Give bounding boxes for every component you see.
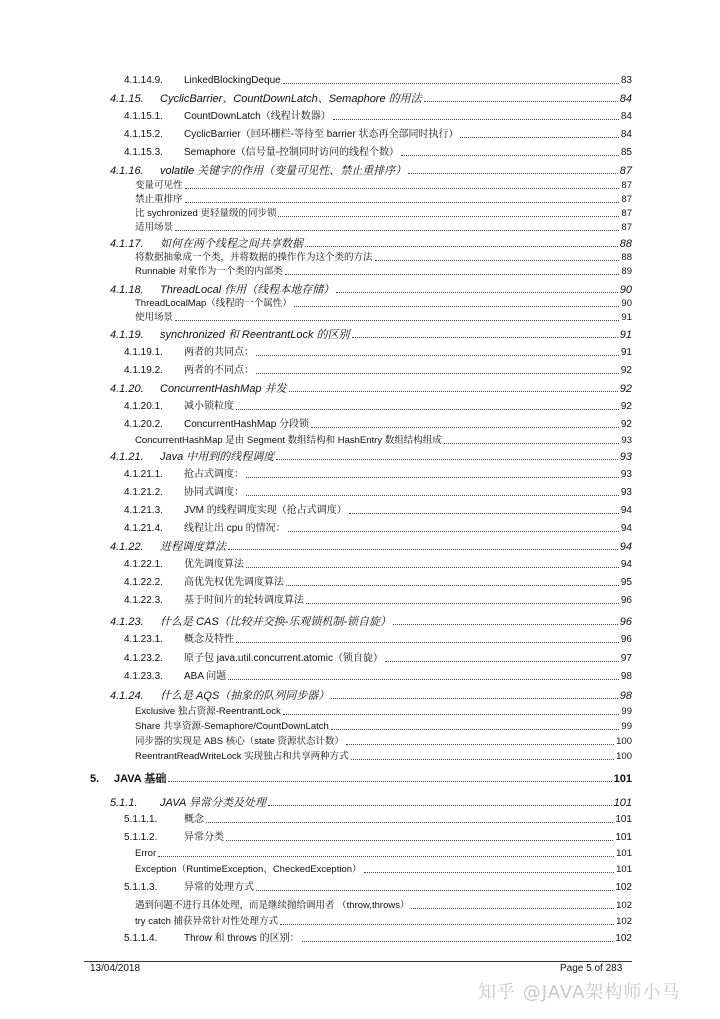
toc-entry-number: 4.1.18.: [110, 284, 144, 296]
dot-leader: [283, 714, 620, 715]
toc-entry[interactable]: [124, 365, 632, 377]
toc-entry[interactable]: [135, 900, 632, 912]
toc-entry[interactable]: [124, 505, 632, 517]
toc-entry-title: Exception（RuntimeException、CheckedException）: [135, 864, 362, 875]
toc-entry-page: 93: [621, 435, 632, 446]
dot-leader: [346, 744, 614, 745]
dot-leader: [175, 320, 619, 321]
dot-leader: [246, 477, 619, 478]
toc-entry[interactable]: [124, 671, 632, 683]
dot-leader: [175, 230, 619, 231]
dot-leader: [256, 373, 619, 374]
footer-divider: [84, 961, 632, 962]
toc-entry-title: 原子包 java.util.concurrent.atomic（锁自旋）: [184, 653, 383, 664]
toc-entry[interactable]: [124, 75, 632, 87]
toc-entry[interactable]: [124, 933, 632, 945]
dot-leader: [228, 679, 619, 680]
toc-entry-title: try catch 捕获异常针对性处理方式: [135, 916, 279, 927]
toc-entry-page: 101: [615, 832, 632, 843]
toc-entry-number: 5.: [90, 773, 100, 785]
toc-entry[interactable]: [124, 347, 632, 359]
toc-entry-title: 什么是 CAS（比较并交换-乐观锁机制-锁自旋）: [160, 616, 391, 628]
toc-entry-title: volatile 关键字的作用（变量可见性、禁止重排序）: [160, 165, 407, 177]
toc-entry-number: 4.1.16.: [110, 165, 144, 177]
dot-leader: [246, 495, 619, 496]
toc-entry-page: 102: [616, 916, 632, 927]
toc-entry[interactable]: [135, 298, 632, 310]
dot-leader: [228, 549, 618, 550]
toc-entry[interactable]: [135, 864, 632, 876]
toc-entry-page: 94: [620, 523, 632, 534]
toc-entry-title: Throw 和 throws 的区别：: [184, 933, 300, 944]
toc-entry-page: 92: [619, 383, 632, 395]
toc-entry-number: 4.1.15.2.: [124, 129, 163, 140]
toc-entry[interactable]: [124, 129, 632, 141]
toc-entry-title: Error: [135, 848, 157, 859]
toc-entry[interactable]: [124, 634, 632, 646]
toc-entry-title: ConcurrentHashMap 分段锁: [184, 419, 310, 430]
toc-entry-number: 4.1.23.2.: [124, 653, 163, 664]
toc-entry-page: 101: [615, 814, 632, 825]
toc-entry-page: 99: [621, 721, 632, 732]
toc-entry-title: 异常的处理方式: [184, 882, 254, 893]
toc-entry-number: 4.1.20.2.: [124, 419, 163, 430]
toc-entry-page: 98: [619, 690, 632, 702]
toc-entry-page: 102: [616, 900, 632, 911]
toc-entry-title: CountDownLatch（线程计数器）: [184, 111, 331, 122]
dot-leader: [236, 409, 619, 410]
toc-entry-number: 4.1.22.2.: [124, 577, 163, 588]
toc-entry-number: 4.1.22.3.: [124, 595, 163, 606]
toc-entry-number: 4.1.19.: [110, 329, 144, 341]
toc-entry[interactable]: [124, 147, 632, 159]
toc-entry-number: 4.1.23.3.: [124, 671, 163, 682]
dot-leader: [288, 531, 619, 532]
toc-entry[interactable]: [124, 577, 632, 589]
toc-entry-page: 98: [620, 671, 632, 682]
toc-entry-page: 90: [619, 284, 632, 296]
toc-entry[interactable]: [124, 111, 632, 123]
toc-entry-title: ThreadLocalMap（线程的一个属性）: [135, 298, 292, 309]
toc-entry-number: 4.1.17.: [110, 238, 144, 250]
watermark: 知乎 @JAVA架构师小马: [478, 982, 681, 1003]
toc-entry-title: 什么是 AQS（抽象的队列同步器）: [160, 690, 330, 702]
toc-entry[interactable]: [135, 435, 632, 447]
dot-leader: [278, 216, 619, 217]
toc-entry[interactable]: [124, 559, 632, 571]
dot-leader: [333, 119, 619, 120]
dot-leader: [364, 872, 615, 873]
toc-entry-page: 94: [620, 559, 632, 570]
toc-entry-number: 4.1.22.1.: [124, 559, 163, 570]
dot-leader: [276, 459, 617, 460]
toc-entry[interactable]: [135, 721, 632, 733]
toc-entry[interactable]: [110, 616, 632, 628]
toc-entry-title: 变量可见性: [135, 180, 183, 191]
toc-entry-page: 94: [620, 505, 632, 516]
toc-entry-number: 4.1.15.1.: [124, 111, 163, 122]
footer-date: 13/04/2018: [90, 963, 141, 974]
toc-entry-page: 84: [619, 93, 632, 105]
toc-entry[interactable]: [110, 797, 632, 809]
toc-entry-title: LinkedBlockingDeque: [184, 75, 281, 86]
dot-leader: [349, 513, 619, 514]
toc-entry[interactable]: [110, 383, 632, 395]
dot-leader: [444, 443, 620, 444]
toc-entry-page: 88: [621, 252, 632, 263]
toc-entry-title: CyclicBarrier（回环栅栏-等待至 barrier 状态再全部同时执行）: [184, 129, 459, 140]
toc-entry-title: 优先调度算法: [184, 559, 244, 570]
toc-entry[interactable]: [135, 252, 632, 264]
dot-leader: [283, 83, 619, 84]
toc-entry-page: 92: [620, 365, 632, 376]
dot-leader: [206, 822, 613, 823]
toc-entry-number: 4.1.21.4.: [124, 523, 163, 534]
toc-entry-number: 4.1.20.: [110, 383, 144, 395]
toc-entry[interactable]: [135, 916, 632, 928]
toc-entry-title: 如何在两个线程之间共享数据: [160, 238, 303, 250]
toc-entry-number: 4.1.15.3.: [124, 147, 163, 158]
toc-entry-number: 5.1.1.4.: [124, 933, 158, 944]
toc-entry-number: 4.1.14.9.: [124, 75, 163, 86]
toc-entry-page: 83: [620, 75, 632, 86]
footer-page-number: Page 5 of 283: [560, 963, 623, 974]
toc-entry-title: 适用场景: [135, 222, 174, 233]
toc-entry[interactable]: [124, 595, 632, 607]
toc-entry-number: 4.1.21.1.: [124, 469, 163, 480]
dot-leader: [385, 661, 619, 662]
toc-entry-title: 异常分类: [184, 832, 224, 843]
toc-entry-number: 4.1.21.3.: [124, 505, 163, 516]
toc-entry-number: 4.1.21.: [110, 451, 144, 463]
dot-leader: [236, 642, 619, 643]
toc-entry-page: 91: [619, 329, 632, 341]
toc-entry[interactable]: [124, 653, 632, 665]
toc-entry-title: 禁止重排序: [135, 194, 183, 205]
toc-entry-page: 87: [621, 180, 632, 191]
toc-entry-page: 102: [615, 933, 632, 944]
toc-entry[interactable]: [135, 848, 632, 860]
toc-entry-title: 概念: [184, 814, 204, 825]
toc-entry[interactable]: [124, 523, 632, 535]
dot-leader: [226, 840, 613, 841]
toc-entry-page: 97: [620, 653, 632, 664]
toc-entry-page: 92: [620, 401, 632, 412]
toc-entry-page: 91: [620, 347, 632, 358]
toc-entry-number: 4.1.15.: [110, 93, 144, 105]
dot-leader: [460, 137, 618, 138]
toc-entry-page: 84: [620, 129, 632, 140]
toc-entry-page: 88: [619, 238, 632, 250]
toc-entry-page: 93: [619, 451, 632, 463]
toc-entry[interactable]: [124, 469, 632, 481]
toc-entry-page: 99: [621, 706, 632, 717]
toc-entry-page: 91: [621, 312, 632, 323]
toc-entry-title: JVM 的线程调度实现（抢占式调度）: [184, 505, 347, 516]
toc-entry-page: 96: [619, 616, 632, 628]
toc-entry-number: 5.1.1.3.: [124, 882, 158, 893]
dot-leader: [289, 391, 618, 392]
toc-entry-title: 同步器的实现是 ABS 核心（state 资源状态计数）: [135, 736, 345, 747]
dot-leader: [401, 155, 619, 156]
toc-entry[interactable]: [124, 487, 632, 499]
toc-entry-page: 101: [616, 848, 632, 859]
dot-leader: [331, 729, 620, 730]
dot-leader: [294, 306, 620, 307]
toc-entry-title: 将数据抽象成一个类，并将数据的操作作为这个类的方法: [135, 252, 373, 263]
toc-entry-title: 概念及特性: [184, 634, 234, 645]
dot-leader: [311, 427, 619, 428]
toc-entry-page: 96: [620, 634, 632, 645]
toc-entry-number: 4.1.23.1.: [124, 634, 163, 645]
toc-entry[interactable]: [135, 208, 632, 220]
toc-entry-page: 101: [613, 773, 632, 785]
toc-entry[interactable]: [135, 736, 632, 748]
dot-leader: [158, 856, 614, 857]
toc-entry-page: 93: [620, 469, 632, 480]
toc-entry-title: 两者的不同点：: [184, 365, 254, 376]
dot-leader: [352, 337, 618, 338]
dot-leader: [305, 246, 618, 247]
toc-entry[interactable]: [124, 419, 632, 431]
toc-entry-title: 基于时间片的轮转调度算法: [184, 595, 304, 606]
toc-entry[interactable]: [90, 773, 632, 785]
toc-entry-page: 87: [621, 208, 632, 219]
toc-entry-page: 101: [613, 797, 632, 809]
toc-entry[interactable]: [135, 222, 632, 234]
toc-entry-title: 使用场景: [135, 312, 174, 323]
toc-entry[interactable]: [135, 312, 632, 324]
toc-entry-page: 89: [621, 266, 632, 277]
dot-leader: [351, 759, 615, 760]
toc-entry-page: 90: [621, 298, 632, 309]
toc-entry[interactable]: [135, 751, 632, 763]
toc-entry-title: Exclusive 独占资源-ReentrantLock: [135, 706, 281, 717]
toc-entry-title: ThreadLocal 作用（线程本地存储）: [160, 284, 335, 296]
toc-entry-title: Share 共享资源-Semaphore/CountDownLatch: [135, 721, 329, 732]
dot-leader: [306, 603, 619, 604]
toc-entry[interactable]: [124, 401, 632, 413]
dot-leader: [393, 624, 618, 625]
dot-leader: [375, 260, 620, 261]
toc-entry[interactable]: [135, 194, 632, 206]
toc-entry-title: 协同式调度：: [184, 487, 244, 498]
dot-leader: [185, 188, 620, 189]
toc-entry-page: 87: [621, 222, 632, 233]
dot-leader: [424, 101, 618, 102]
dot-leader: [168, 781, 611, 782]
toc-entry-page: 93: [620, 487, 632, 498]
toc-entry-title: Java 中用到的线程调度: [160, 451, 275, 463]
toc-entry[interactable]: [110, 284, 632, 296]
toc-entry[interactable]: [124, 814, 632, 826]
dot-leader: [285, 274, 620, 275]
toc-entry-page: 100: [616, 736, 632, 747]
toc-entry-page: 94: [619, 541, 632, 553]
toc-entry-page: 102: [615, 882, 632, 893]
toc-entry-title: CyclicBarrier、CountDownLatch、Semaphore 的用法: [160, 93, 422, 105]
toc-entry-page: 85: [620, 147, 632, 158]
dot-leader: [246, 567, 619, 568]
dot-leader: [411, 908, 614, 909]
toc-entry-title: synchronized 和 ReentrantLock 的区别: [160, 329, 350, 341]
toc-entry-title: ConcurrentHashMap 并发: [160, 383, 287, 395]
toc-entry[interactable]: [110, 329, 632, 341]
toc-entry-title: Semaphore（信号量-控制同时访问的线程个数）: [184, 147, 400, 158]
toc-entry-number: 4.1.19.1.: [124, 347, 163, 358]
toc-entry-number: 5.1.1.1.: [124, 814, 158, 825]
toc-entry-page: 100: [616, 751, 632, 762]
toc-entry-number: 4.1.20.1.: [124, 401, 163, 412]
toc-entry-title: 比 sychronized 更轻量级的同步锁: [135, 208, 277, 219]
toc-entry-title: 高优先权优先调度算法: [184, 577, 284, 588]
toc-entry-title: 遇到问题不进行具体处理，而是继续抛给调用者 （throw,throws）: [135, 900, 410, 911]
toc-entry-page: 87: [621, 194, 632, 205]
dot-leader: [302, 941, 614, 942]
toc-entry[interactable]: [110, 541, 632, 553]
toc-entry-page: 87: [619, 165, 632, 177]
toc-entry[interactable]: [124, 882, 632, 894]
toc-entry-title: 减小锁粒度: [184, 401, 234, 412]
toc-entry-number: 4.1.24.: [110, 690, 144, 702]
toc-entry[interactable]: [135, 706, 632, 718]
toc-entry[interactable]: [124, 832, 632, 844]
toc-entry[interactable]: [110, 238, 632, 250]
toc-entry-title: 两者的共同点：: [184, 347, 254, 358]
toc-entry-page: 95: [620, 577, 632, 588]
toc-entry-page: 92: [620, 419, 632, 430]
toc-entry-title: 线程让出 cpu 的情况：: [184, 523, 286, 534]
toc-entry[interactable]: [135, 180, 632, 192]
toc-entry-title: Runnable 对象作为一个类的内部类: [135, 266, 283, 277]
dot-leader: [336, 292, 618, 293]
dot-leader: [185, 202, 620, 203]
toc-entry-number: 4.1.22.: [110, 541, 144, 553]
toc-entry-number: 4.1.23.: [110, 616, 144, 628]
toc-entry-title: JAVA 异常分类及处理: [160, 797, 266, 809]
dot-leader: [280, 924, 614, 925]
toc-entry-number: 4.1.21.2.: [124, 487, 163, 498]
toc-entry-number: 5.1.1.: [110, 797, 138, 809]
toc-entry-page: 101: [616, 864, 632, 875]
toc-entry-title: 进程调度算法: [160, 541, 226, 553]
dot-leader: [331, 698, 617, 699]
toc-entry-title: 抢占式调度：: [184, 469, 244, 480]
toc-entry[interactable]: [110, 690, 632, 702]
toc-entry[interactable]: [110, 165, 632, 177]
toc-entry-title: ABA 问题: [184, 671, 227, 682]
toc-entry-number: 4.1.19.2.: [124, 365, 163, 376]
toc-entry-title: ReentrantReadWriteLock 实现独占和共享两种方式: [135, 751, 349, 762]
toc-entry[interactable]: [110, 451, 632, 463]
dot-leader: [256, 355, 619, 356]
toc-entry-title: JAVA 基础: [114, 773, 167, 785]
toc-entry-page: 96: [620, 595, 632, 606]
dot-leader: [286, 585, 619, 586]
dot-leader: [256, 890, 613, 891]
dot-leader: [408, 173, 617, 174]
dot-leader: [268, 805, 612, 806]
toc-entry-page: 84: [620, 111, 632, 122]
toc-entry[interactable]: [110, 93, 632, 105]
toc-entry-title: ConcurrentHashMap 是由 Segment 数组结构和 HashEntry 数组结构组成: [135, 435, 442, 446]
toc-entry-number: 5.1.1.2.: [124, 832, 158, 843]
toc-entry[interactable]: [135, 266, 632, 278]
